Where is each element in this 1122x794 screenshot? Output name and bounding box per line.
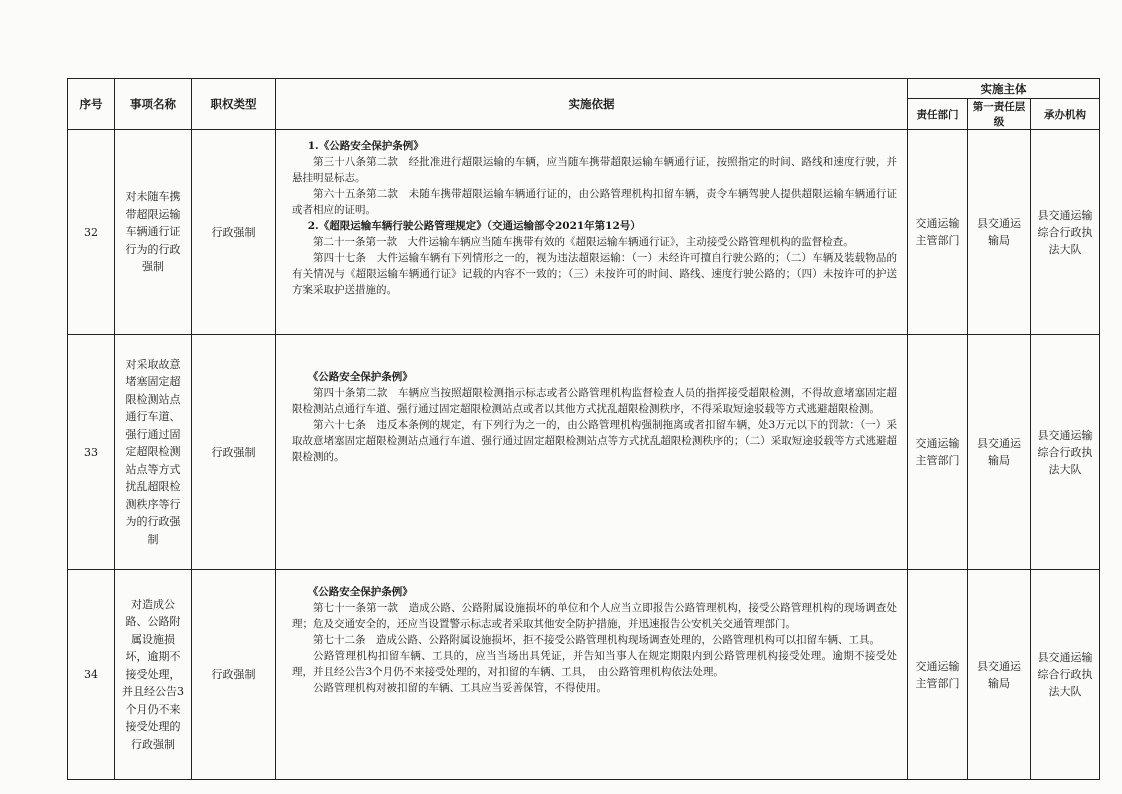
header-basis: 实施依据 — [276, 79, 908, 130]
basis-paragraph: 第四十七条 大件运输车辆有下列情形之一的，视为违法超限运输：（一）未经许可擅自行驶公路的；（二）车辆及装载物品的有关情况与《超限运输车辆通行证》记载的内容不一致的；（三）未按许可的时间、路线、速度行驶公路的；（四）未按许可的护送方案采取护送措施的。 — [292, 252, 897, 296]
basis-paragraph: 公路管理机构扣留车辆、工具的，应当当场出具凭证，并告知当事人在规定期限内到公路管理机构接受处理。逾期不接受处理，并且经公告3个月仍不来接受处理的，对扣留的车辆、工具， 由公路管理机构依法处理。 — [292, 650, 897, 678]
authority-table — [67, 78, 1100, 780]
header-type: 职权类型 — [192, 79, 276, 130]
table-row — [68, 570, 1100, 780]
row-org: 县交通运输综合行政执法大队 — [1031, 570, 1100, 780]
row-name: 对采取故意堵塞固定超限检测站点通行车道、强行通过固定超限检测站点等方式扰乱超限检测秩序等行为的行政强制 — [115, 335, 192, 570]
basis-paragraph: 第六十五条第二款 未随车携带超限运输车辆通行证的，由公路管理机构扣留车辆，责令车辆驾驶人提供超限运输车辆通行证或者相应的证明。 — [292, 188, 897, 216]
basis-paragraph: 第二十一条第一款 大件运输车辆应当随车携带有效的《超限运输车辆通行证》，主动接受公路管理机构的监督检查。 — [313, 236, 854, 248]
row-seq: 33 — [68, 335, 115, 570]
row-org: 县交通运输综合行政执法大队 — [1031, 335, 1100, 570]
header-subject: 实施主体 — [908, 79, 1100, 99]
basis-paragraph: 2.《超限运输车辆行驶公路管理规定》（交通运输部令2021年第12号） — [307, 220, 641, 232]
table-row — [68, 130, 1100, 335]
row-basis — [276, 335, 908, 570]
row-org: 县交通运输综合行政执法大队 — [1031, 130, 1100, 335]
basis-paragraph: 第七十一条第一款 造成公路、公路附属设施损坏的单位和个人应当立即报告公路管理机构，接受公路管理机构的现场调查处理；危及交通安全的，还应当设置警示标志或者采取其他安全防护措施，并迅速报告公安机关交通管理部门。 — [292, 602, 897, 630]
row-seq: 32 — [68, 130, 115, 335]
row-type: 行政强制 — [192, 335, 276, 570]
row-level: 县交通运输局 — [968, 130, 1031, 335]
row-dept: 交通运输主管部门 — [908, 570, 968, 780]
basis-paragraph: 第四十条第二款 车辆应当按照超限检测指示标志或者公路管理机构监督检查人员的指挥接受超限检测，不得故意堵塞固定超限检测站点通行车道、强行通过固定超限检测站点或者以其他方式扰乱超限检测秩序，不得采取短途驳载等方式逃避超限检测。 — [292, 387, 897, 415]
row-type: 行政强制 — [192, 130, 276, 335]
header-level: 第一责任层级 — [968, 99, 1031, 130]
document-sheet — [67, 78, 1093, 780]
row-dept: 交通运输主管部门 — [908, 130, 968, 335]
row-seq: 34 — [68, 570, 115, 780]
basis-paragraph: 第七十二条 造成公路、公路附属设施损坏，拒不接受公路管理机构现场调查处理的，公路管理机构可以扣留车辆、工具。 — [313, 634, 880, 646]
basis-paragraph: 第三十八条第二款 经批准进行超限运输的车辆，应当随车携带超限运输车辆通行证，按照指定的时间、路线和速度行驶，并悬挂明显标志。 — [292, 156, 897, 184]
row-basis — [276, 130, 908, 335]
row-dept: 交通运输主管部门 — [908, 335, 968, 570]
row-basis — [276, 570, 908, 780]
header-name: 事项名称 — [115, 79, 192, 130]
header-row — [68, 79, 1100, 99]
row-name: 对造成公路、公路附属设施损坏，逾期不接受处理，并且经公告3个月仍不来接受处理的行政强制 — [115, 570, 192, 780]
row-name: 对未随车携带超限运输车辆通行证行为的行政强制 — [115, 130, 192, 335]
row-type: 行政强制 — [192, 570, 276, 780]
table-row — [68, 335, 1100, 570]
basis-paragraph: 《公路安全保护条例》 — [307, 371, 413, 383]
header-dept: 责任部门 — [908, 99, 968, 130]
basis-paragraph: 公路管理机构对被扣留的车辆、工具应当妥善保管，不得使用。 — [313, 682, 607, 694]
row-level: 县交通运输局 — [968, 570, 1031, 780]
header-seq: 序号 — [68, 79, 115, 130]
header-org: 承办机构 — [1031, 99, 1100, 130]
basis-paragraph: 第六十七条 违反本条例的规定，有下列行为之一的，由公路管理机构强制拖离或者扣留车辆，处3万元以下的罚款：（一）采取故意堵塞固定超限检测站点通行车道、强行通过固定超限检测站点等方式扰乱超限检测秩序的；（二）采取短途驳载等方式逃避超限检测的。 — [292, 419, 897, 463]
basis-paragraph: 1.《公路安全保护条例》 — [307, 140, 424, 152]
row-level: 县交通运输局 — [968, 335, 1031, 570]
basis-paragraph: 《公路安全保护条例》 — [307, 586, 413, 598]
